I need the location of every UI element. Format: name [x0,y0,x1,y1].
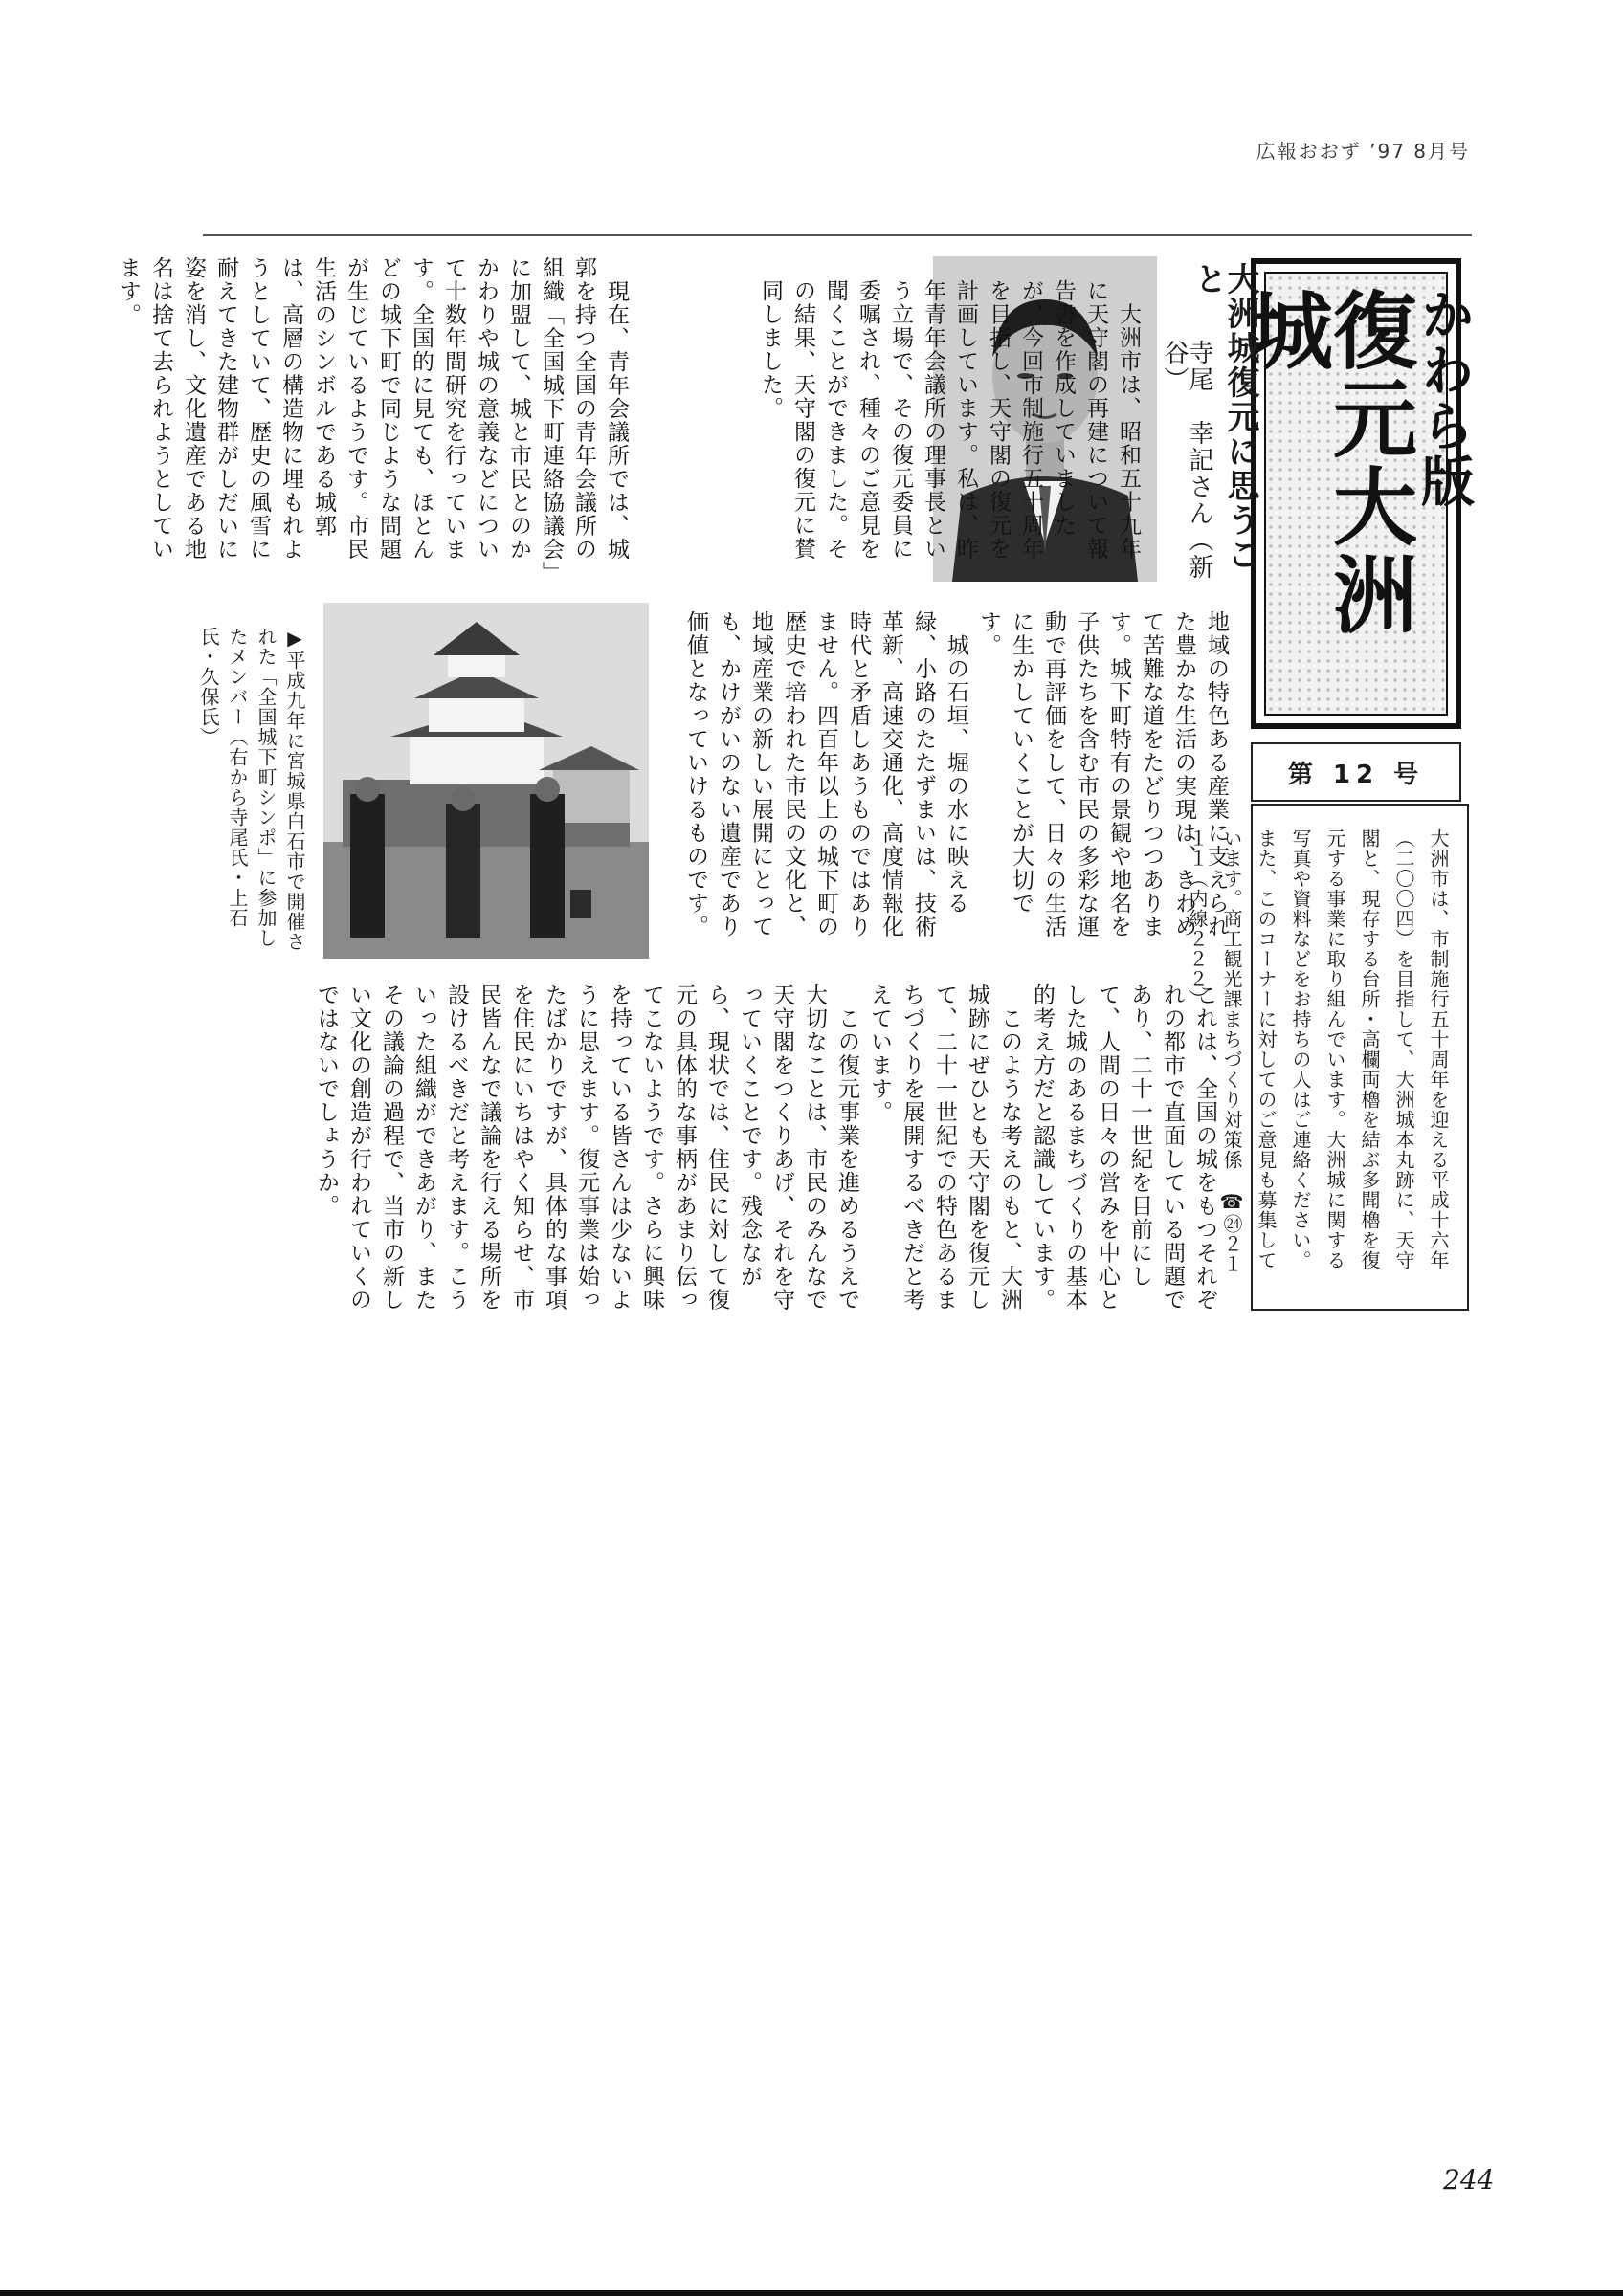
castle-group-photo [323,603,649,959]
notice-box [1186,804,1469,1311]
series-title-box [1235,258,1475,729]
top-divider [203,234,1472,236]
article-body-col-b: 現在、青年会議所では、城郭を持つ全国の青年会議所の組織「全国城下町連絡協議会」に加盟して、城と市民とのかかわりや城の意義などについて十数年間研究を行っています。全国的に見ても、ほとんどの城下町で同じような問題が生じているようです。市民生活のシンボルである城郭は、高層の構造物に埋もれようとしていて、歴史の風雪に耐えてきた建物群がしだいに姿を消し、文化遺産である地名は捨て去られようとしています。 [116,256,629,574]
photo-caption: ▶平成九年に宮城県白石市で開催された「全国城下町シンポ」に参加したメンバー（右から寺尾氏・上石氏・久保氏） [197,627,306,952]
article-body-col-d: これは、全国の城をもつそれぞれの都市で直面している問題であり、二十一世紀を目前にして、人間の日々の営みを中心とした城のあるまちづくりの基本的考え方だと認識しています。 このような考えのもと、大洲城跡にぜひとも天守閣を復元して、二十一世紀での特色あるまちづくりを展開するべきだと考えています。 この復元事業を進めるうえで大切なことは、市民のみんなで天守閣をつくりあげ、それを守っていくことです。残念ながら、現状では、住民に対して復元の具体的な事柄があまり伝ってこないようです。さらに興味を持っている皆さんは少ないように思えます。復元事業は始ったばかりですが、具体的な事項を住民にいちはやく知らせ、市民皆んなで議論を行える場所を設けるべきだと考えます。こういった組織ができあがり、またその議論の過程で、当市の新しい文化の創造が行われていくのではないでしょうか。 [314,983,1217,1312]
notice-text: 大洲市は、市制施行五十周年を迎える平成十六年（二〇〇四）を目指して、大洲城本丸跡に、天守閣と、現存する台所・高欄両櫓を結ぶ多聞櫓を復元する事業に取り組んでいます。大洲城に関する写真や資料などをお持ちの人はご連絡ください。また、このコーナーに対してのご意見も募集しています。商工観光課まちづくり対策係 ☎㉔２１１１（内線２２２） [1186,828,1450,1274]
article-body-col-c: 地域の特色ある産業に支えられた豊かな生活の実現は、きわめて苦難な道をたどりつつあります。城下町特有の景観や地名を子供たちを含む市民の多彩な運動で再評価をして、日々の生活に生かしていくことが大切です。 城の石垣、堀の水に映える緑、小路のたたずまいは、技術革新、高速交通化、高度情報化時代と矛盾しあうものではありません。四百年以上の城下町の歴史で培われた市民の文化と、地域産業の新しい展開にとっても、かけがいのない遺産であり価値となっていけるものです。 [683,610,1229,938]
page-number: 244 [1443,2164,1495,2196]
article-title: 大洲城復元に思うこと [1189,262,1259,572]
bottom-border [0,2290,1623,2296]
article-body-col-a: 大洲市は、昭和五十九年に天守閣の再建について報告書を作成していましたが、今回市制施行五十周年を目指し、天守閣の復元を計画しています。私は、昨年青年会議所の理事長という立場で、その復元委員に委嘱され、種々のご意見を聞くことができました。その結果、天守閣の復元に賛同しました。 [758,279,1141,561]
series-name: かわら版 [1412,287,1475,509]
article-author: 寺尾 幸記さん（新谷） [1160,340,1213,581]
series-title-pattern [1235,272,1475,716]
series-title: 復元大洲城 [1235,287,1418,639]
issue-number: 第 12 号 [1251,742,1461,802]
publication-header: 広報おおず ’97 8月号 [1256,140,1470,163]
